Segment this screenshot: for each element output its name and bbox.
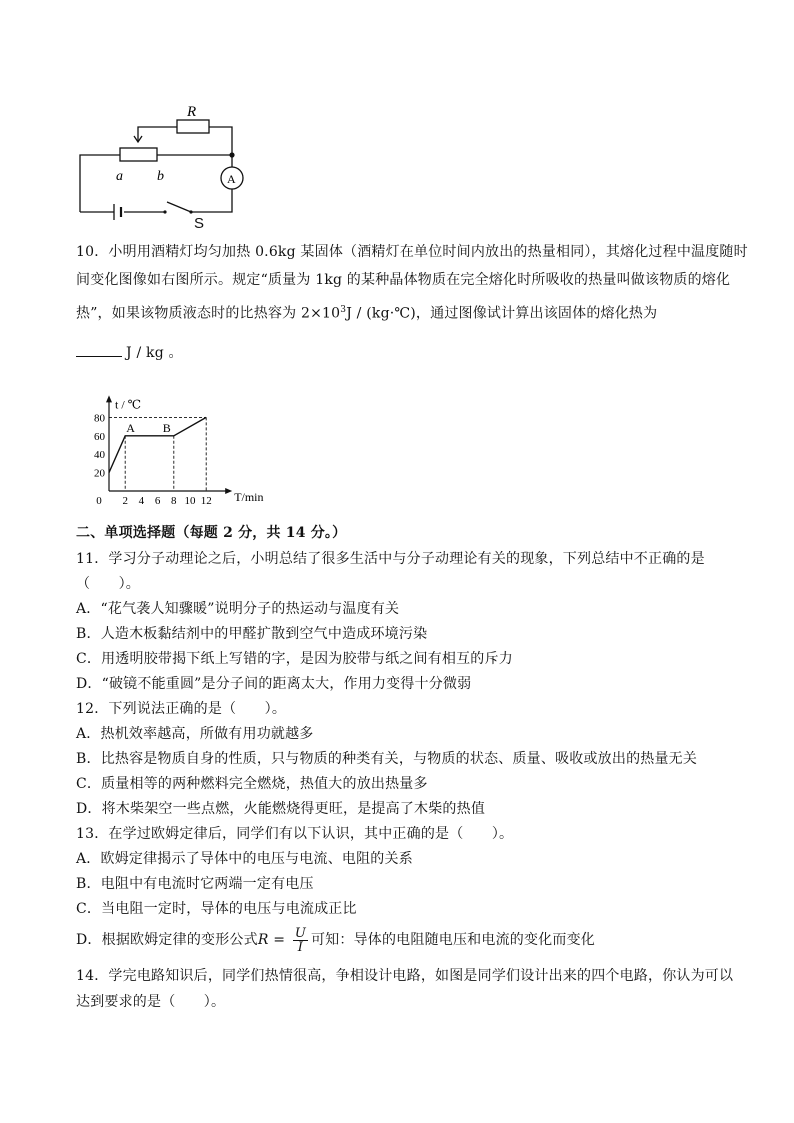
y-tick-label-80: 80: [94, 412, 105, 425]
q12-option-b: B．比热容是物质自身的性质，只与物质的种类有关，与物质的状态、质量、吸收或放出的热量无关: [76, 751, 698, 767]
point-label-a: A: [126, 420, 135, 435]
q10-line3-pre: 热”，如果该物质液态时的比热容为 2×10: [76, 305, 341, 322]
rheostat: [120, 148, 157, 161]
formula-r: R: [257, 932, 269, 948]
q11-option-a: A．“花气袭人知骤暖”说明分子的热运动与温度有关: [76, 601, 400, 617]
temperature-series-line: [109, 417, 206, 472]
point-label-b: B: [162, 420, 171, 435]
x-tick-label-4: 4: [138, 495, 145, 507]
q12-stem: 12．下列说法正确的是（ ）。: [76, 701, 287, 717]
y-tick-label-40: 40: [94, 449, 105, 462]
y-tick-label-20: 20: [94, 467, 105, 480]
switch-label: S: [194, 215, 205, 232]
q10-unit: J / (kg·℃): [346, 305, 416, 322]
q11-stem-line1: 11．学习分子动理论之后，小明总结了很多生活中与分子动理论有关的现象，下列总结中不正确的是: [76, 551, 705, 567]
y-axis-arrow: [106, 395, 112, 402]
q10-line3-post: ，通过图像试计算出该固体的熔化热为: [415, 305, 658, 322]
x-tick-label-0: 0: [96, 495, 102, 507]
label-a: a: [116, 169, 123, 184]
formula-fraction: [293, 927, 308, 954]
formula-eq: =: [268, 932, 290, 948]
q10-exponent: 3: [340, 305, 347, 315]
q13-d-post: 可知：导体的电阻随电压和电流的变化而变化: [310, 932, 595, 948]
q13-option-c: C．当电阻一定时，导体的电压与电流成正比: [76, 901, 357, 917]
label-b: b: [157, 169, 164, 184]
formula-numerator: U: [294, 925, 306, 941]
x-tick-label-10: 10: [184, 495, 196, 507]
q12-option-a: A．热机效率越高，所做有用功就越多: [76, 726, 314, 742]
q10-line1: 10．小明用酒精灯均匀加热 0.6kg 某固体（酒精灯在单位时间内放出的热量相同），其熔化过程中温度随时: [76, 244, 748, 260]
q13-option-b: B．电阻中有电流时它两端一定有电压: [76, 876, 314, 892]
q10-line2: 间变化图像如右图所示。规定“质量为 1kg 的某种晶体物质在完全熔化时所吸收的热量叫做该物质的熔化: [76, 272, 731, 288]
x-tick-label-12: 12: [200, 495, 212, 507]
q13-option-a: A．欧姆定律揭示了导体中的电压与电流、电阻的关系: [76, 851, 413, 867]
x-tick-label-8: 8: [171, 495, 177, 507]
q13-option-d: [76, 922, 595, 958]
q14-stem-line2: 达到要求的是（ ）。: [76, 994, 226, 1010]
formula-denominator: I: [297, 939, 304, 955]
x-axis-arrow: [225, 488, 232, 494]
q11-option-d: D．“破镜不能重圆”是分子间的距离太大，作用力变得十分微弱: [76, 676, 472, 692]
q14-stem-line1: 14．学完电路知识后，同学们热情很高，争相设计电路，如图是同学们设计出来的四个电路，你认为可以: [76, 968, 734, 984]
x-tick-label-6: 6: [154, 495, 161, 507]
y-tick-label-60: 60: [94, 430, 105, 443]
resistor-r: [177, 120, 209, 133]
q13-stem: 13．在学过欧姆定律后，同学们有以下认识，其中正确的是（ ）。: [76, 826, 514, 842]
q11-option-c: C．用透明胶带揭下纸上写错的字，是因为胶带与纸之间有相互的斥力: [76, 651, 513, 667]
q11-stem-line2: （ ）。: [76, 576, 140, 592]
q12-option-c: C．质量相等的两种燃料完全燃烧，热值大的放出热量多: [76, 776, 428, 792]
resistor-label: R: [187, 104, 197, 120]
q10-answer: [76, 343, 183, 362]
answer-blank[interactable]: [76, 343, 122, 357]
q10-line3: [76, 301, 657, 323]
x-tick-label-2: 2: [122, 495, 128, 507]
circuit-diagram: [70, 98, 260, 220]
temperature-time-chart: [84, 383, 284, 513]
section2-title: 二、单项选择题（每题 2 分，共 14 分。）: [76, 525, 347, 541]
ammeter-label: A: [227, 172, 236, 186]
answer-unit: J / kg 。: [126, 345, 183, 361]
y-axis-label: t / ℃: [115, 397, 142, 412]
q12-option-d: D．将木柴架空一些点燃，火能燃烧得更旺，是提高了木柴的热值: [76, 801, 486, 817]
q11-option-b: B．人造木板黏结剂中的甲醛扩散到空气中造成环境污染: [76, 626, 428, 642]
x-axis-label: T/min: [234, 490, 264, 504]
q13-d-pre: D．根据欧姆定律的变形公式: [76, 932, 258, 948]
